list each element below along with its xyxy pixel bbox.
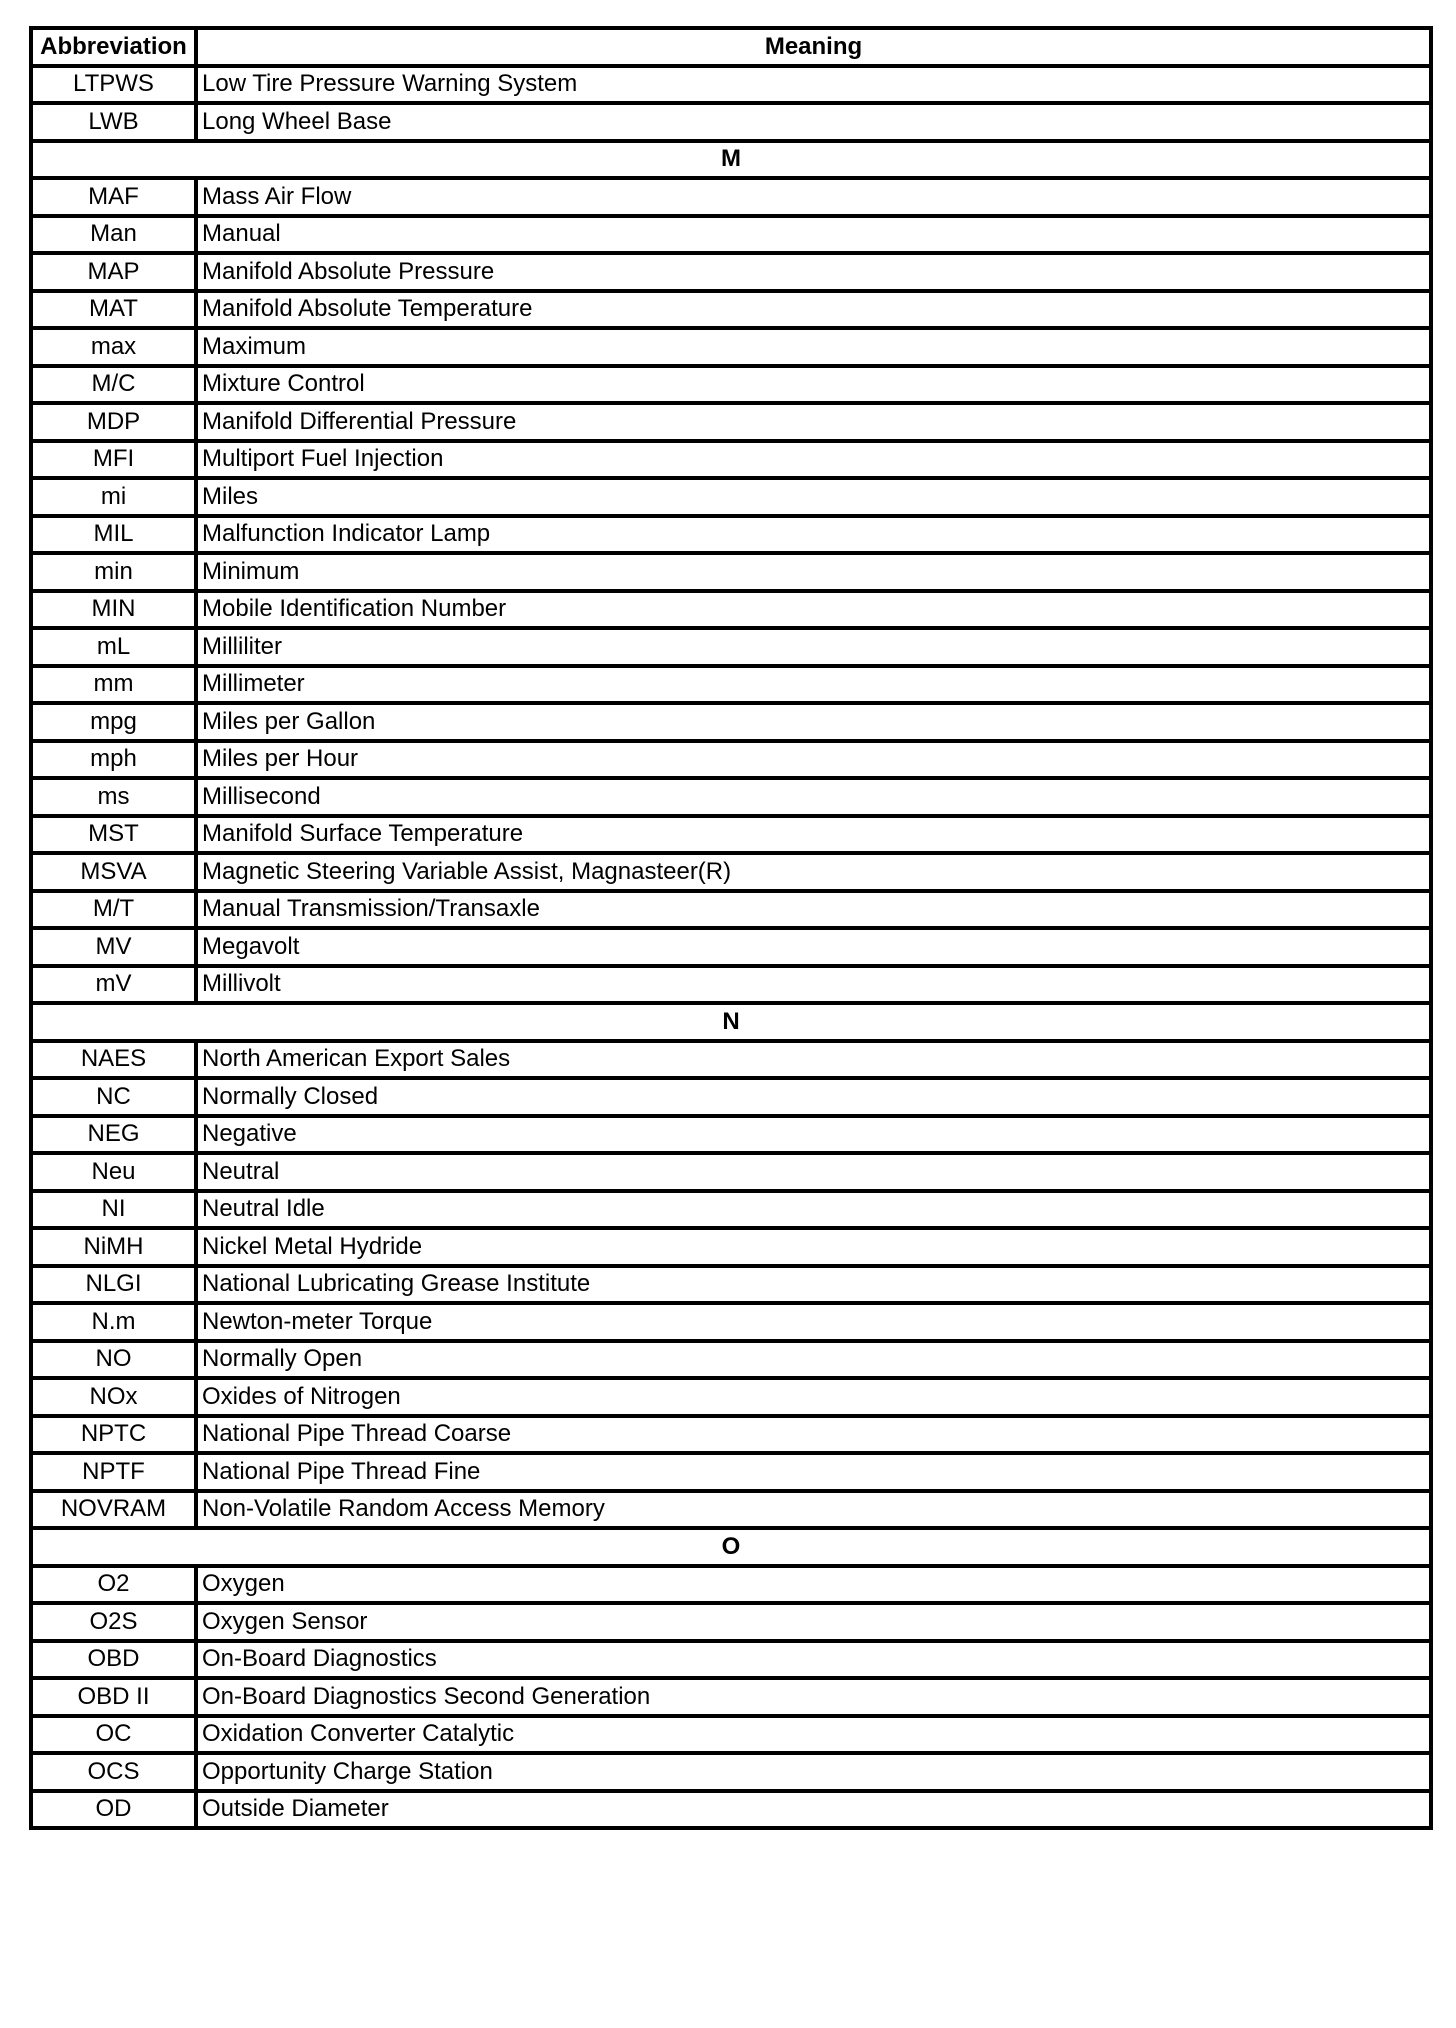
meaning-cell: Long Wheel Base	[196, 103, 1431, 141]
abbreviation-cell: mV	[31, 966, 196, 1004]
abbreviation-cell: OBD	[31, 1641, 196, 1679]
meaning-cell: Magnetic Steering Variable Assist, Magnasteer(R)	[196, 853, 1431, 891]
table-row	[31, 1303, 1431, 1341]
meaning-cell: Mass Air Flow	[196, 178, 1431, 216]
table-row	[31, 103, 1431, 141]
table-row	[31, 1678, 1431, 1716]
table-row	[31, 1078, 1431, 1116]
meaning-cell: Manifold Absolute Temperature	[196, 291, 1431, 329]
section-letter: O	[31, 1528, 1431, 1566]
table-row	[31, 441, 1431, 479]
meaning-cell: Mobile Identification Number	[196, 591, 1431, 629]
abbreviation-cell: ms	[31, 778, 196, 816]
table-row	[31, 1716, 1431, 1754]
meaning-cell: Miles	[196, 478, 1431, 516]
abbreviation-cell: OBD II	[31, 1678, 196, 1716]
meaning-cell: Miles per Hour	[196, 741, 1431, 779]
abbreviation-cell: MAF	[31, 178, 196, 216]
table-row	[31, 703, 1431, 741]
section-row	[31, 141, 1431, 179]
abbreviation-cell: OCS	[31, 1753, 196, 1791]
abbreviation-cell: min	[31, 553, 196, 591]
abbreviation-cell: MAT	[31, 291, 196, 329]
table-row	[31, 366, 1431, 404]
abbreviation-cell: M/T	[31, 891, 196, 929]
meaning-cell: Minimum	[196, 553, 1431, 591]
table-row	[31, 591, 1431, 629]
meaning-cell: Negative	[196, 1116, 1431, 1154]
meaning-cell: On-Board Diagnostics	[196, 1641, 1431, 1679]
section-row	[31, 1528, 1431, 1566]
abbreviation-cell: Neu	[31, 1153, 196, 1191]
table-row	[31, 1153, 1431, 1191]
abbreviation-cell: NLGI	[31, 1266, 196, 1304]
abbreviation-cell: MV	[31, 928, 196, 966]
abbreviation-cell: N.m	[31, 1303, 196, 1341]
table-row	[31, 1191, 1431, 1229]
meaning-cell: Low Tire Pressure Warning System	[196, 66, 1431, 104]
meaning-cell: Miles per Gallon	[196, 703, 1431, 741]
abbreviation-cell: OD	[31, 1791, 196, 1829]
table-header-row	[31, 28, 1431, 66]
table-row	[31, 816, 1431, 854]
abbreviation-cell: MIL	[31, 516, 196, 554]
section-letter: M	[31, 141, 1431, 179]
abbreviation-table	[29, 26, 1433, 1830]
column-header-meaning: Meaning	[196, 28, 1431, 66]
table-row	[31, 1228, 1431, 1266]
abbreviation-cell: NiMH	[31, 1228, 196, 1266]
table-row	[31, 966, 1431, 1004]
meaning-cell: Oxides of Nitrogen	[196, 1378, 1431, 1416]
meaning-cell: Mixture Control	[196, 366, 1431, 404]
meaning-cell: Manifold Differential Pressure	[196, 403, 1431, 441]
abbreviation-cell: NEG	[31, 1116, 196, 1154]
section-letter: N	[31, 1003, 1431, 1041]
table-row	[31, 666, 1431, 704]
abbreviation-cell: NPTF	[31, 1453, 196, 1491]
table-row	[31, 178, 1431, 216]
table-row	[31, 291, 1431, 329]
meaning-cell: Oxygen Sensor	[196, 1603, 1431, 1641]
meaning-cell: Megavolt	[196, 928, 1431, 966]
table-row	[31, 516, 1431, 554]
meaning-cell: Manifold Absolute Pressure	[196, 253, 1431, 291]
abbreviation-cell: MAP	[31, 253, 196, 291]
table-row	[31, 1453, 1431, 1491]
table-row	[31, 1266, 1431, 1304]
meaning-cell: Millimeter	[196, 666, 1431, 704]
abbreviation-cell: mi	[31, 478, 196, 516]
abbreviation-cell: MIN	[31, 591, 196, 629]
meaning-cell: Manual Transmission/Transaxle	[196, 891, 1431, 929]
abbreviation-cell: LTPWS	[31, 66, 196, 104]
table-row	[31, 1341, 1431, 1379]
table-row	[31, 1753, 1431, 1791]
meaning-cell: Malfunction Indicator Lamp	[196, 516, 1431, 554]
meaning-cell: Multiport Fuel Injection	[196, 441, 1431, 479]
meaning-cell: North American Export Sales	[196, 1041, 1431, 1079]
abbreviation-cell: NAES	[31, 1041, 196, 1079]
abbreviation-cell: NOVRAM	[31, 1491, 196, 1529]
abbreviation-cell: NI	[31, 1191, 196, 1229]
table-row	[31, 1603, 1431, 1641]
table-row	[31, 1491, 1431, 1529]
section-row	[31, 1003, 1431, 1041]
table-row	[31, 1378, 1431, 1416]
meaning-cell: National Lubricating Grease Institute	[196, 1266, 1431, 1304]
meaning-cell: Nickel Metal Hydride	[196, 1228, 1431, 1266]
meaning-cell: Opportunity Charge Station	[196, 1753, 1431, 1791]
meaning-cell: Outside Diameter	[196, 1791, 1431, 1829]
meaning-cell: Oxygen	[196, 1566, 1431, 1604]
abbreviation-cell: NC	[31, 1078, 196, 1116]
meaning-cell: Manifold Surface Temperature	[196, 816, 1431, 854]
table-row	[31, 891, 1431, 929]
abbreviation-cell: MST	[31, 816, 196, 854]
table-row	[31, 1041, 1431, 1079]
abbreviation-cell: O2	[31, 1566, 196, 1604]
table-row	[31, 853, 1431, 891]
table-row	[31, 928, 1431, 966]
table-row	[31, 403, 1431, 441]
abbreviation-cell: NOx	[31, 1378, 196, 1416]
meaning-cell: Millisecond	[196, 778, 1431, 816]
table-row	[31, 1116, 1431, 1154]
meaning-cell: Normally Closed	[196, 1078, 1431, 1116]
table-body	[31, 66, 1431, 1829]
abbreviation-cell: OC	[31, 1716, 196, 1754]
abbreviation-cell: MDP	[31, 403, 196, 441]
abbreviation-cell: mm	[31, 666, 196, 704]
abbreviation-cell: M/C	[31, 366, 196, 404]
meaning-cell: Milliliter	[196, 628, 1431, 666]
meaning-cell: Normally Open	[196, 1341, 1431, 1379]
meaning-cell: Neutral	[196, 1153, 1431, 1191]
meaning-cell: Maximum	[196, 328, 1431, 366]
table-row	[31, 1416, 1431, 1454]
table-row	[31, 628, 1431, 666]
table-row	[31, 1791, 1431, 1829]
table-row	[31, 478, 1431, 516]
meaning-cell: On-Board Diagnostics Second Generation	[196, 1678, 1431, 1716]
table-row	[31, 1641, 1431, 1679]
abbreviation-cell: mph	[31, 741, 196, 779]
meaning-cell: Oxidation Converter Catalytic	[196, 1716, 1431, 1754]
abbreviation-cell: O2S	[31, 1603, 196, 1641]
meaning-cell: Non-Volatile Random Access Memory	[196, 1491, 1431, 1529]
table-row	[31, 778, 1431, 816]
abbreviation-cell: LWB	[31, 103, 196, 141]
abbreviation-cell: Man	[31, 216, 196, 254]
abbreviation-cell: MFI	[31, 441, 196, 479]
table-row	[31, 328, 1431, 366]
meaning-cell: Newton-meter Torque	[196, 1303, 1431, 1341]
meaning-cell: National Pipe Thread Coarse	[196, 1416, 1431, 1454]
table-row	[31, 253, 1431, 291]
table-row	[31, 66, 1431, 104]
table-row	[31, 1566, 1431, 1604]
meaning-cell: National Pipe Thread Fine	[196, 1453, 1431, 1491]
abbreviation-cell: mpg	[31, 703, 196, 741]
column-header-abbreviation: Abbreviation	[31, 28, 196, 66]
abbreviation-cell: MSVA	[31, 853, 196, 891]
meaning-cell: Manual	[196, 216, 1431, 254]
meaning-cell: Neutral Idle	[196, 1191, 1431, 1229]
table-row	[31, 741, 1431, 779]
meaning-cell: Millivolt	[196, 966, 1431, 1004]
abbreviation-cell: max	[31, 328, 196, 366]
abbreviation-cell: NPTC	[31, 1416, 196, 1454]
table-row	[31, 553, 1431, 591]
abbreviation-cell: mL	[31, 628, 196, 666]
abbreviation-cell: NO	[31, 1341, 196, 1379]
table-row	[31, 216, 1431, 254]
